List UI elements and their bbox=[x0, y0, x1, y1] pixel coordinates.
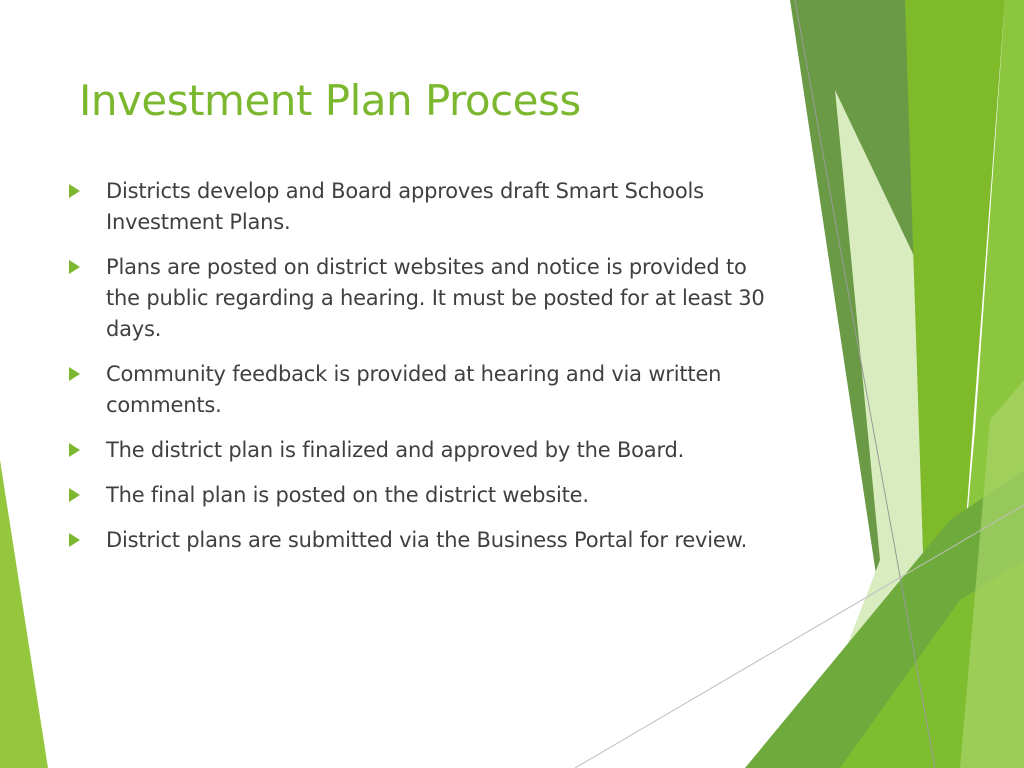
bullet-text: The final plan is posted on the district website. bbox=[106, 483, 589, 507]
list-item bbox=[68, 176, 778, 238]
list-item bbox=[68, 480, 778, 511]
triangle-right-icon bbox=[69, 488, 80, 502]
bullet-text: The district plan is finalized and approved by the Board. bbox=[106, 438, 685, 462]
list-item bbox=[68, 252, 778, 345]
bullet-text: Districts develop and Board approves draft Smart Schools Investment Plans. bbox=[106, 179, 704, 234]
triangle-right-icon bbox=[69, 260, 80, 274]
triangle-right-icon bbox=[69, 533, 80, 547]
list-item bbox=[68, 435, 778, 466]
triangle-right-icon bbox=[69, 184, 80, 198]
bullet-text: District plans are submitted via the Business Portal for review. bbox=[106, 528, 748, 552]
bullet-text: Community feedback is provided at hearing and via written comments. bbox=[106, 362, 722, 417]
bullet-list bbox=[68, 176, 778, 570]
triangle-right-icon bbox=[69, 443, 80, 457]
slide-title: Investment Plan Process bbox=[79, 76, 581, 125]
list-item bbox=[68, 525, 778, 556]
bullet-text: Plans are posted on district websites and notice is provided to the public regarding a hearing. It must be posted for at least 30 days. bbox=[106, 255, 765, 341]
triangle-right-icon bbox=[69, 367, 80, 381]
list-item bbox=[68, 359, 778, 421]
left-accent-shape bbox=[0, 460, 48, 768]
